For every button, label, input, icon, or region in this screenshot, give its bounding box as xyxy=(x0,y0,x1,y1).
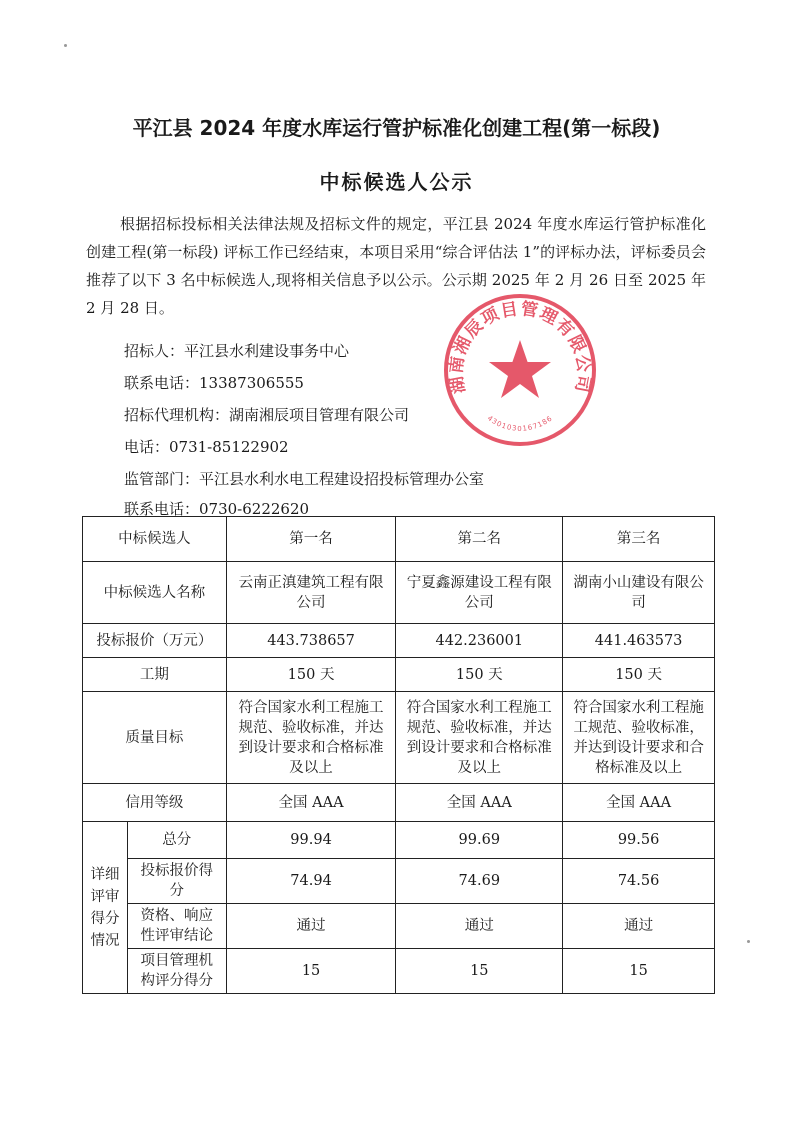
table-cell: 441.463573 xyxy=(563,624,715,658)
supervisor-phone-line: 联系电话：0730-6222620 xyxy=(124,500,310,518)
document-title: 平江县 2024 年度水库运行管护标准化创建工程(第一标段) xyxy=(132,116,661,140)
rank-2-cell: 第二名 xyxy=(396,517,563,562)
table-header-row xyxy=(83,517,715,562)
table-cell: 150 天 xyxy=(563,658,715,692)
svg-text:湖南湘辰项目管理有限公司: 湖南湘辰项目管理有限公司 xyxy=(446,299,594,396)
company-seal-stamp xyxy=(440,290,600,450)
row-label-cell: 信用等级 xyxy=(83,784,227,822)
rank-3-cell: 第三名 xyxy=(563,517,715,562)
table-cell: 74.94 xyxy=(226,859,396,904)
table-cell: 442.236001 xyxy=(396,624,563,658)
intro-paragraph: 根据招标投标相关法律法规及招标文件的规定，平江县 2024 年度水库运行管护标准化创建工程(第一标段) 评标工作已经结束，本项目采用“综合评估法 1”的评标办法，评标委员会推荐了以下 3 名中标候选人,现将相关信息予以公示。公示期 2025 年 2 月 26 日至 2025 年 2 月 28 日。 xyxy=(86,215,706,317)
table-row xyxy=(83,784,715,822)
row-label-cell: 投标报价得分 xyxy=(127,859,226,904)
row-label-cell: 工期 xyxy=(83,658,227,692)
agency-phone-line: 电话：0731-85122902 xyxy=(124,438,289,456)
candidate-table xyxy=(82,516,715,994)
row-label-cell: 投标报价（万元） xyxy=(83,624,227,658)
row-label-cell: 质量目标 xyxy=(83,692,227,784)
table-cell: 99.69 xyxy=(396,822,563,859)
tenderer-phone-line: 联系电话：13387306555 xyxy=(124,374,304,392)
svg-text:4301030167186: 4301030167186 xyxy=(485,414,555,433)
row-label-cell: 项目管理机构评分得分 xyxy=(127,949,226,994)
table-cell: 全国 AAA xyxy=(396,784,563,822)
table-cell: 全国 AAA xyxy=(563,784,715,822)
detail-group-cell: 详细评审得分情况 xyxy=(83,822,128,994)
table-cell: 符合国家水利工程施工规范、验收标准，并达到设计要求和合格标准及以上 xyxy=(226,692,396,784)
scan-speck xyxy=(747,940,750,943)
table-row xyxy=(83,692,715,784)
table-cell: 湖南小山建设有限公司 xyxy=(563,562,715,624)
supervisor-line: 监管部门：平江县水利水电工程建设招投标管理办公室 xyxy=(124,470,485,488)
table-cell: 150 天 xyxy=(396,658,563,692)
table-cell: 15 xyxy=(226,949,396,994)
table-row xyxy=(83,624,715,658)
header-label-cell: 中标候选人 xyxy=(83,517,227,562)
table-cell: 云南正滇建筑工程有限公司 xyxy=(226,562,396,624)
table-cell: 74.69 xyxy=(396,859,563,904)
table-cell: 74.56 xyxy=(563,859,715,904)
table-cell: 全国 AAA xyxy=(226,784,396,822)
row-label-cell: 资格、响应性评审结论 xyxy=(127,904,226,949)
table-cell: 443.738657 xyxy=(226,624,396,658)
table-row xyxy=(83,949,715,994)
table-row xyxy=(83,562,715,624)
table-row xyxy=(83,658,715,692)
table-cell: 150 天 xyxy=(226,658,396,692)
agency-line: 招标代理机构：湖南湘辰项目管理有限公司 xyxy=(124,406,410,424)
table-cell: 宁夏鑫源建设工程有限公司 xyxy=(396,562,563,624)
table-cell: 符合国家水利工程施工规范、验收标准，并达到设计要求和合格标准及以上 xyxy=(396,692,563,784)
row-label-cell: 总分 xyxy=(127,822,226,859)
table-cell: 通过 xyxy=(396,904,563,949)
table-row xyxy=(83,904,715,949)
table-cell: 通过 xyxy=(226,904,396,949)
table-cell: 99.94 xyxy=(226,822,396,859)
scan-speck xyxy=(64,44,67,47)
table-cell: 通过 xyxy=(563,904,715,949)
row-label-cell: 中标候选人名称 xyxy=(83,562,227,624)
table-cell: 符合国家水利工程施工规范、验收标准，并达到设计要求和合格标准及以上 xyxy=(563,692,715,784)
tenderer-line: 招标人：平江县水利建设事务中心 xyxy=(124,342,350,360)
table-cell: 99.56 xyxy=(563,822,715,859)
document-subtitle: 中标候选人公示 xyxy=(319,170,474,194)
rank-1-cell: 第一名 xyxy=(226,517,396,562)
table-row xyxy=(83,822,715,859)
table-cell: 15 xyxy=(396,949,563,994)
table-cell: 15 xyxy=(563,949,715,994)
table-row xyxy=(83,859,715,904)
